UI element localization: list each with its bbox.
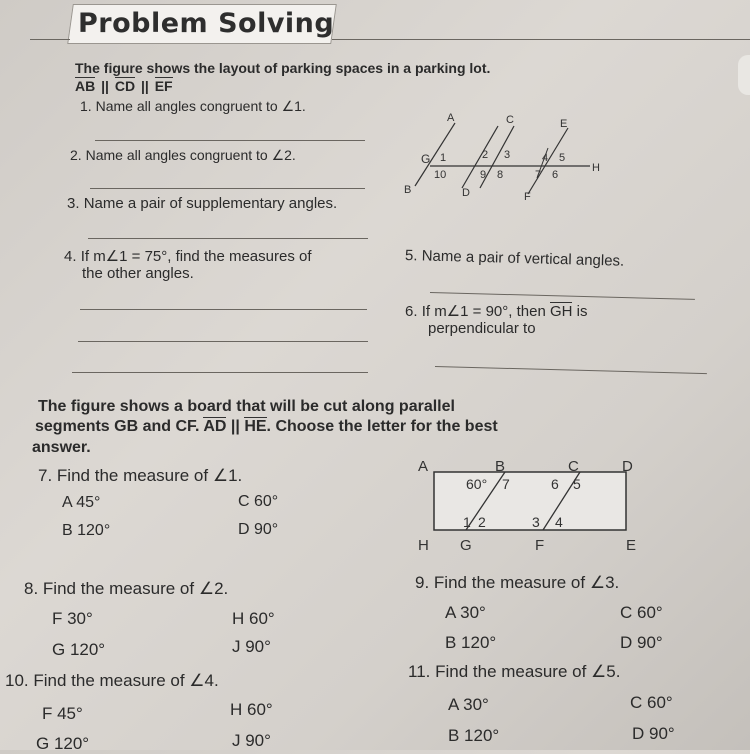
question-text: Name all angles congruent to ∠1.: [95, 98, 306, 114]
angle-3: 3: [504, 149, 511, 161]
choice-10h[interactable]: H 60°: [230, 700, 273, 719]
label-c: C: [506, 114, 514, 126]
angle-2: 2: [478, 514, 486, 530]
angle-4: 4: [542, 152, 549, 164]
title-rule-right: [332, 39, 750, 40]
parallel-symbol: ||: [101, 78, 109, 94]
label-h: H: [592, 162, 600, 174]
segment-cd: CD: [114, 78, 136, 94]
angle-60: 60°: [466, 476, 488, 492]
choice-8h[interactable]: H 60°: [232, 609, 275, 628]
answer-line-1[interactable]: [95, 140, 365, 141]
label-f: F: [524, 191, 531, 203]
label-e: E: [626, 537, 637, 554]
label-b: B: [404, 184, 412, 196]
label-b: B: [495, 458, 506, 475]
angle-1: 1: [463, 514, 471, 530]
angle-5: 5: [573, 476, 581, 492]
page-corner: [738, 55, 750, 95]
segment-gh: GH: [549, 303, 573, 320]
question-number: 2.: [70, 147, 82, 163]
question-number: 5.: [404, 247, 418, 265]
answer-line-3[interactable]: [88, 238, 368, 239]
parking-lot-figure: [404, 108, 610, 208]
question-number: 7.: [38, 466, 53, 485]
section-text: segments GB and CF.: [35, 418, 200, 435]
question-text: If m∠1 = 90°, then: [421, 303, 546, 320]
choice-10j[interactable]: J 90°: [232, 731, 271, 750]
choice-10f[interactable]: F 45°: [42, 704, 83, 723]
answer-line-2[interactable]: [90, 188, 365, 189]
label-h: H: [418, 537, 429, 554]
question-1: [80, 98, 306, 115]
parallel-symbol: ||: [140, 78, 149, 94]
question-text: is: [576, 303, 588, 320]
question-7: [38, 466, 242, 486]
section-2-line2: [35, 418, 498, 436]
question-number: 8.: [24, 579, 39, 598]
choice-8j[interactable]: J 90°: [232, 637, 271, 656]
question-4: [64, 247, 312, 265]
answer-line-4c[interactable]: [72, 372, 368, 373]
answer-line-4a[interactable]: [80, 309, 367, 310]
segment-ef: EF: [154, 78, 173, 94]
question-6: [405, 302, 587, 320]
choice-8g[interactable]: G 120°: [52, 640, 106, 659]
page-title: Problem Solving: [78, 8, 335, 39]
label-a: A: [418, 458, 429, 475]
parallel-symbol: ||: [230, 418, 240, 435]
choice-9c[interactable]: C 60°: [620, 603, 663, 622]
question-9: [415, 573, 619, 593]
choice-10g[interactable]: G 120°: [36, 734, 90, 753]
section-2-line3: answer.: [32, 439, 91, 456]
choice-7d[interactable]: D 90°: [238, 521, 279, 538]
question-number: 9.: [415, 573, 430, 592]
angle-6: 6: [551, 476, 559, 492]
angle-1: 1: [440, 152, 447, 164]
label-g: G: [460, 537, 472, 554]
choice-11a[interactable]: A 30°: [448, 695, 489, 714]
question-11: [408, 662, 620, 682]
angle-5: 5: [559, 152, 566, 164]
question-text: Find the measure of ∠4.: [33, 671, 219, 690]
answer-line-4b[interactable]: [78, 341, 368, 342]
choice-7a[interactable]: A 45°: [62, 494, 101, 511]
intro-text: The figure shows the layout of parking spaces in a parking lot.: [75, 60, 491, 76]
label-a: A: [447, 112, 455, 124]
question-text: Name all angles congruent to ∠2.: [85, 147, 296, 163]
answer-line-5[interactable]: [430, 292, 695, 300]
board-figure: [410, 455, 650, 555]
section-text: . Choose the letter for the best: [266, 418, 498, 435]
question-text: If m∠1 = 75°, find the measures of: [80, 248, 312, 265]
question-number: 10.: [5, 671, 29, 690]
question-number: 4.: [64, 248, 77, 265]
choice-9a[interactable]: A 30°: [445, 603, 486, 622]
question-10: [5, 671, 219, 691]
angle-7: 7: [502, 476, 510, 492]
choice-11d[interactable]: D 90°: [632, 724, 675, 743]
choice-9b[interactable]: B 120°: [445, 633, 497, 652]
angle-6: 6: [552, 169, 559, 181]
section-2-line1: The figure shows a board that will be cut along parallel: [38, 398, 455, 415]
choice-11c[interactable]: C 60°: [630, 693, 673, 712]
label-d: D: [622, 458, 633, 475]
question-5: [405, 247, 625, 270]
label-d: D: [462, 187, 470, 199]
choice-7b[interactable]: B 120°: [62, 522, 111, 539]
question-text: Find the measure of ∠2.: [42, 579, 229, 598]
answer-line-6[interactable]: [435, 366, 707, 374]
question-4-line2: the other angles.: [82, 265, 194, 282]
angle-9: 9: [480, 169, 487, 181]
angle-7: 7: [535, 169, 542, 181]
question-text: Find the measure of ∠3.: [433, 573, 620, 592]
question-number: 11.: [408, 662, 431, 681]
angle-2: 2: [482, 149, 489, 161]
question-number: 6.: [405, 303, 418, 320]
angle-10: 10: [434, 169, 447, 181]
choice-7c[interactable]: C 60°: [238, 493, 279, 510]
question-3: [67, 195, 337, 212]
question-6-line2: perpendicular to: [428, 320, 536, 337]
label-f: F: [535, 537, 545, 554]
label-g: G: [421, 152, 431, 166]
question-text: Name a pair of supplementary angles.: [83, 195, 338, 212]
choice-11b[interactable]: B 120°: [448, 726, 500, 745]
question-2: [70, 147, 296, 164]
angle-3: 3: [532, 514, 540, 530]
angle-4: 4: [555, 514, 563, 530]
question-8: [24, 579, 228, 599]
question-number: 3.: [67, 195, 80, 212]
question-text: Name a pair of vertical angles.: [421, 247, 625, 270]
angle-8: 8: [497, 169, 504, 181]
question-text: Find the measure of ∠5.: [435, 662, 621, 681]
choice-9d[interactable]: D 90°: [620, 633, 663, 652]
question-number: 1.: [80, 98, 92, 114]
segment-ad: AD: [203, 418, 227, 435]
parallel-statement: [75, 78, 173, 94]
label-e: E: [560, 118, 568, 130]
title-rule-left: [30, 39, 70, 40]
choice-8f[interactable]: F 30°: [52, 609, 93, 628]
question-text: Find the measure of ∠1.: [56, 466, 243, 485]
segment-he: HE: [244, 418, 267, 435]
segment-ab: AB: [75, 78, 96, 94]
label-c: C: [568, 458, 579, 475]
